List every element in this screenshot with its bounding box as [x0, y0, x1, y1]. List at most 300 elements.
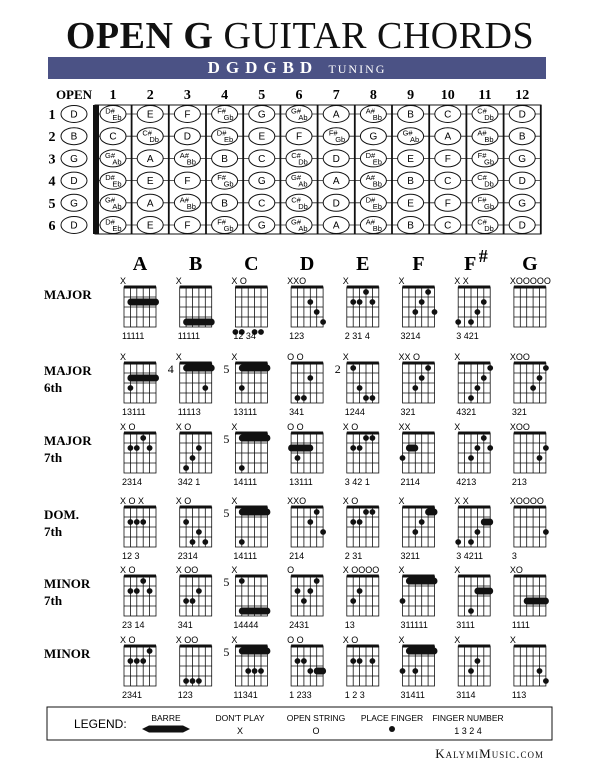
fret-note-text: G: [257, 220, 266, 232]
fret-note-sharp: G#: [104, 150, 116, 160]
finger-dot: [370, 435, 376, 441]
string-markers: XOO: [509, 422, 530, 432]
fret-note-text: E: [146, 220, 154, 232]
finger-dot: [412, 529, 418, 535]
finger-dot: [481, 299, 487, 305]
string-markers: X: [120, 352, 127, 362]
finger-dot: [239, 385, 245, 391]
finger-dot: [202, 385, 208, 391]
string-markers: X X: [454, 496, 469, 506]
fret-note-flat: Ab: [298, 179, 308, 189]
finger-numbers: 1 233: [289, 690, 312, 700]
finger-dot: [320, 319, 326, 325]
fret-note-sharp: C#: [477, 106, 487, 116]
finger-numbers: 11111: [177, 331, 201, 341]
legend-item-symbol: 1 3 2 4: [454, 726, 482, 736]
finger-dot: [147, 445, 153, 451]
barre-mark: [314, 668, 326, 675]
string-markers: X: [454, 422, 461, 432]
chord-column-header: B: [189, 253, 203, 275]
finger-dot: [295, 588, 301, 594]
finger-numbers: 23 14: [122, 620, 145, 630]
tuning-notes: DGDGBD: [207, 58, 319, 77]
fret-note-flat: Db: [484, 224, 494, 233]
chord-column-header: C: [244, 253, 259, 275]
finger-dot: [190, 455, 196, 461]
string-markers: X OO: [175, 635, 199, 645]
chord-row-label: 7th: [44, 593, 63, 608]
fret-note-text: F: [184, 109, 191, 121]
finger-dot: [419, 375, 425, 381]
fret-note-flat: Bb: [186, 157, 196, 167]
fret-note-text: G: [257, 176, 266, 188]
string-markers: O: [287, 565, 295, 575]
finger-dot: [350, 598, 356, 604]
site-credit: KalymiMusic.com: [435, 746, 544, 761]
finger-dot: [258, 329, 264, 335]
fret-note-flat: Db: [149, 135, 159, 145]
finger-dot: [127, 658, 133, 664]
finger-dot: [314, 509, 320, 515]
finger-dot: [357, 519, 363, 525]
finger-numbers: 12 3: [122, 551, 140, 561]
fret-note-flat: Eb: [372, 201, 382, 211]
string-markers: X O X: [120, 496, 145, 506]
finger-dot: [295, 658, 301, 664]
finger-dot: [455, 319, 461, 325]
fret-note-text: B: [407, 176, 414, 188]
fret-note-sharp: D#: [365, 150, 376, 160]
finger-dot: [350, 299, 356, 305]
fret-note-flat: Bb: [372, 179, 382, 189]
finger-dot: [419, 519, 425, 525]
fret-note-flat: Bb: [186, 201, 196, 211]
open-note-text: D: [70, 109, 78, 121]
legend-item-title: OPEN STRING: [286, 713, 346, 723]
fret-number: 3: [183, 88, 191, 103]
finger-dot: [363, 509, 369, 515]
fret-number: 7: [332, 88, 340, 103]
finger-dot: [357, 445, 363, 451]
barre-mark: [239, 648, 271, 655]
finger-dot: [190, 539, 196, 545]
finger-dot: [487, 445, 493, 451]
finger-numbers: 123: [289, 331, 305, 341]
fret-number: 2: [146, 88, 154, 103]
finger-numbers: 14111: [233, 551, 258, 561]
finger-dot: [350, 519, 356, 525]
finger-dot: [468, 608, 474, 614]
fret-note-flat: Db: [484, 179, 494, 189]
finger-numbers: 123: [177, 690, 193, 700]
string-markers: XOOOOO: [509, 276, 551, 286]
fret-note-sharp: C#: [291, 150, 301, 160]
fret-note-flat: Gb: [223, 179, 234, 189]
string-markers: X: [231, 496, 238, 506]
legend-item-title: DON'T PLAY: [215, 713, 265, 723]
barre-mark: [239, 365, 271, 372]
fret-note-flat: Ab: [112, 201, 122, 211]
finger-numbers: 1244: [344, 407, 365, 417]
finger-dot: [190, 678, 196, 684]
start-fret-number: 5: [223, 575, 230, 589]
finger-dot: [419, 299, 425, 305]
fret-note-flat: Db: [484, 113, 494, 122]
string-number: 5: [48, 196, 56, 212]
fret-note-text: E: [146, 109, 154, 121]
finger-dot: [370, 509, 376, 515]
fret-note-sharp: D#: [216, 128, 227, 138]
fret-number: 11: [478, 88, 492, 103]
chord-row-label: DOM.: [44, 507, 80, 522]
finger-dot: [147, 588, 153, 594]
barre-mark: [127, 375, 159, 382]
finger-dot: [530, 385, 536, 391]
finger-dot: [537, 668, 543, 674]
fret-note-flat: Eb: [224, 135, 234, 145]
finger-numbers: 13111: [122, 407, 146, 417]
chord-column-header: F: [412, 253, 425, 275]
fret-number: 8: [369, 88, 377, 103]
finger-numbers: 14444: [233, 620, 259, 630]
string-markers: X: [454, 352, 461, 362]
open-label: OPEN: [55, 87, 93, 102]
string-markers: X: [175, 276, 182, 286]
fret-note-flat: Eb: [112, 113, 122, 122]
start-fret-number: 4: [167, 362, 174, 376]
finger-dot: [357, 299, 363, 305]
finger-dot: [127, 588, 133, 594]
fret-note-sharp: F#: [477, 150, 487, 160]
chord-row-label: MAJOR: [44, 363, 92, 378]
legend-label: LEGEND:: [74, 717, 127, 731]
finger-numbers: 2 31 4: [344, 331, 370, 341]
barre-mark: [239, 608, 271, 615]
barre-mark: [481, 519, 493, 526]
fret-note-text: G: [518, 198, 527, 210]
finger-dot: [357, 588, 363, 594]
finger-numbers: 12 34: [233, 331, 256, 341]
finger-numbers: 3 42 1: [344, 477, 370, 487]
finger-dot: [314, 578, 320, 584]
finger-dot: [468, 668, 474, 674]
finger-numbers: 1 2 3: [344, 690, 365, 700]
string-number: 2: [48, 130, 56, 146]
fret-note-flat: Db: [298, 157, 308, 167]
finger-dot: [537, 455, 543, 461]
string-markers: XOO: [509, 352, 530, 362]
barre-mark: [183, 319, 215, 326]
fret-number: 6: [295, 88, 303, 103]
finger-numbers: 3 421: [456, 331, 479, 341]
finger-numbers: 213: [511, 477, 527, 487]
fret-note-sharp: A#: [179, 195, 189, 205]
barre-mark: [239, 435, 271, 442]
fret-note-flat: Ab: [410, 135, 420, 145]
barre-mark: [474, 588, 493, 595]
finger-dot: [370, 299, 376, 305]
finger-dot: [400, 455, 406, 461]
finger-dot: [307, 375, 313, 381]
barre-mark: [524, 598, 549, 605]
finger-dot: [239, 465, 245, 471]
barre-mark: [183, 365, 215, 372]
finger-dot: [475, 658, 481, 664]
finger-dot: [140, 435, 146, 441]
finger-numbers: 4321: [456, 407, 477, 417]
fret-note-sharp: A#: [365, 217, 375, 227]
fret-note-text: A: [332, 220, 340, 232]
finger-numbers: 311111: [400, 620, 428, 630]
fret-note-sharp: A#: [179, 150, 189, 160]
fret-number: 12: [515, 88, 530, 103]
string-markers: X: [120, 276, 127, 286]
string-markers: X: [342, 276, 349, 286]
fret-note-flat: Gb: [223, 113, 234, 122]
fret-number: 5: [258, 88, 266, 103]
string-markers: X O: [120, 565, 136, 575]
fret-note-flat: Ab: [112, 157, 122, 167]
string-markers: X: [342, 352, 349, 362]
finger-dot: [350, 445, 356, 451]
string-markers: X: [231, 422, 238, 432]
string-markers: O O: [287, 352, 304, 362]
legend-item-title: FINGER NUMBER: [432, 713, 504, 723]
string-markers: X X: [454, 276, 469, 286]
legend-item-title: PLACE FINGER: [360, 713, 424, 723]
chord-row-label: MAJOR: [44, 287, 92, 302]
finger-numbers: 13111: [233, 407, 258, 417]
chord-row-label: 7th: [44, 450, 63, 465]
fret-note-flat: Gb: [483, 201, 495, 211]
fret-note-text: A: [332, 109, 340, 121]
finger-dot: [537, 375, 543, 381]
fret-note-flat: Bb: [372, 113, 382, 122]
open-note-text: G: [70, 153, 78, 165]
string-markers: XX: [398, 422, 411, 432]
finger-numbers: 2341: [122, 690, 143, 700]
finger-dot: [468, 319, 474, 325]
finger-numbers: 11113: [177, 407, 201, 417]
string-markers: O O: [287, 635, 304, 645]
finger-dot: [196, 529, 202, 535]
fret-note-text: E: [407, 153, 414, 165]
fret-note-text: F: [184, 220, 191, 232]
finger-dot: [140, 658, 146, 664]
fret-note-sharp: D#: [105, 173, 115, 183]
legend-barre-symbol: [142, 726, 190, 733]
legend-item-title: BARRE: [151, 713, 181, 723]
fret-note-text: F: [184, 176, 191, 188]
finger-numbers: 1111: [511, 620, 530, 630]
string-markers: X: [509, 635, 516, 645]
fret-note-text: D: [518, 220, 526, 232]
finger-dot: [363, 435, 369, 441]
fret-number: 10: [440, 88, 455, 103]
fret-note-sharp: F#: [217, 173, 226, 183]
finger-numbers: 2314: [177, 551, 198, 561]
finger-numbers: 11111: [122, 331, 145, 341]
finger-numbers: 3111: [456, 620, 475, 630]
string-markers: XX O: [398, 352, 421, 362]
chord-column-header: D: [299, 253, 315, 275]
fret-note-sharp: A#: [365, 106, 375, 116]
finger-dot: [183, 465, 189, 471]
string-number: 4: [48, 174, 56, 190]
fret-note-sharp: G#: [104, 195, 116, 205]
string-markers: X: [398, 635, 405, 645]
finger-dot: [350, 365, 356, 371]
finger-dot: [543, 678, 549, 684]
finger-numbers: 4213: [456, 477, 477, 487]
fret-note-text: D: [183, 131, 192, 143]
fret-note-text: B: [407, 109, 414, 121]
fret-note-sharp: G#: [290, 106, 302, 116]
string-markers: O O: [287, 422, 304, 432]
fret-note-text: E: [258, 131, 266, 143]
finger-dot: [196, 445, 202, 451]
finger-dot: [190, 598, 196, 604]
finger-dot: [357, 658, 363, 664]
start-fret-number: 2: [334, 362, 341, 376]
fret-note-flat: Bb: [484, 135, 494, 145]
fret-note-text: G: [257, 109, 266, 121]
fret-note-text: F: [295, 131, 303, 143]
string-markers: X O: [120, 422, 136, 432]
fret-note-sharp: F#: [217, 217, 226, 227]
fret-note-text: D: [518, 109, 526, 121]
finger-dot: [481, 435, 487, 441]
open-note-text: B: [70, 131, 78, 143]
finger-numbers: 14111: [233, 477, 258, 487]
string-markers: X OOOO: [342, 565, 380, 575]
finger-numbers: 2114: [400, 477, 420, 487]
string-number: 1: [48, 108, 56, 123]
finger-dot: [475, 445, 481, 451]
fret-note-sharp: A#: [365, 173, 375, 183]
finger-numbers: 342 1: [177, 477, 201, 487]
start-fret-number: 5: [223, 506, 230, 520]
fret-note-sharp: G#: [290, 217, 302, 227]
fret-note-flat: Gb: [483, 157, 495, 167]
finger-dot: [475, 309, 481, 315]
string-markers: XXO: [287, 276, 307, 286]
barre-mark: [425, 509, 437, 516]
fret-number: 1: [109, 88, 117, 103]
finger-dot: [543, 445, 549, 451]
string-markers: X O: [342, 422, 359, 432]
finger-numbers: 3214: [400, 331, 421, 341]
finger-dot: [301, 395, 307, 401]
string-number: 3: [48, 152, 56, 168]
nut: [93, 105, 99, 234]
string-markers: X: [398, 276, 405, 286]
fret-note-text: C: [258, 153, 266, 165]
fret-note-sharp: D#: [105, 106, 115, 116]
string-markers: X: [454, 565, 461, 575]
finger-numbers: 321: [400, 407, 416, 417]
fret-note-flat: Db: [298, 201, 308, 211]
barre-mark: [127, 299, 159, 306]
start-fret-number: 5: [223, 645, 230, 659]
fret-number: 9: [407, 88, 415, 103]
finger-dot: [183, 678, 189, 684]
fret-note-flat: Ab: [298, 113, 308, 122]
finger-dot: [357, 385, 363, 391]
finger-dot: [140, 519, 146, 525]
fret-note-text: F: [444, 153, 451, 165]
fret-note-sharp: D#: [365, 195, 376, 205]
title-bold: OPEN G: [65, 15, 214, 57]
finger-dot: [127, 385, 133, 391]
sharp-sign-icon: #: [478, 246, 488, 266]
fret-note-sharp: C#: [142, 128, 152, 138]
start-fret-number: 5: [223, 432, 230, 446]
finger-numbers: 13111: [289, 477, 313, 487]
finger-dot: [468, 455, 474, 461]
finger-dot: [487, 365, 493, 371]
fret-note-flat: Eb: [372, 157, 382, 167]
finger-numbers: 3: [511, 551, 517, 561]
finger-dot: [134, 658, 140, 664]
finger-dot: [400, 598, 406, 604]
finger-dot: [370, 658, 376, 664]
string-markers: X O: [231, 276, 247, 286]
fret-note-text: C: [444, 220, 452, 232]
chord-row-label: MINOR: [44, 646, 91, 661]
finger-dot: [468, 539, 474, 545]
fret-note-text: A: [332, 176, 340, 188]
string-markers: X: [398, 496, 405, 506]
string-markers: XXO: [287, 496, 307, 506]
finger-dot: [350, 658, 356, 664]
finger-dot: [468, 395, 474, 401]
fret-note-text: F: [444, 198, 451, 210]
finger-dot: [543, 529, 549, 535]
finger-dot: [301, 658, 307, 664]
finger-numbers: 113: [511, 690, 527, 700]
chord-row-label: MINOR: [44, 576, 91, 591]
fret-note-text: A: [146, 153, 154, 165]
chord-row-label: 6th: [44, 380, 63, 395]
finger-dot: [134, 588, 140, 594]
string-markers: X: [175, 352, 182, 362]
finger-numbers: 341: [289, 407, 305, 417]
finger-dot: [147, 648, 153, 654]
fret-note-text: B: [221, 198, 228, 210]
string-markers: X O: [342, 496, 359, 506]
finger-dot: [307, 588, 313, 594]
finger-dot: [127, 445, 133, 451]
finger-numbers: 31411: [400, 690, 425, 700]
finger-dot: [134, 519, 140, 525]
string-number: 6: [48, 219, 56, 234]
string-markers: X: [454, 635, 461, 645]
fret-note-text: A: [444, 131, 452, 143]
fret-note-text: C: [258, 198, 266, 210]
finger-dot: [475, 529, 481, 535]
finger-numbers: 3 4211: [456, 551, 484, 561]
finger-dot: [134, 445, 140, 451]
string-markers: X OO: [175, 565, 199, 575]
finger-dot: [370, 395, 376, 401]
finger-dot: [239, 539, 245, 545]
string-markers: X O: [175, 422, 192, 432]
finger-dot: [475, 385, 481, 391]
finger-dot: [412, 309, 418, 315]
fret-note-text: C: [444, 176, 452, 188]
fret-note-text: B: [518, 131, 526, 143]
